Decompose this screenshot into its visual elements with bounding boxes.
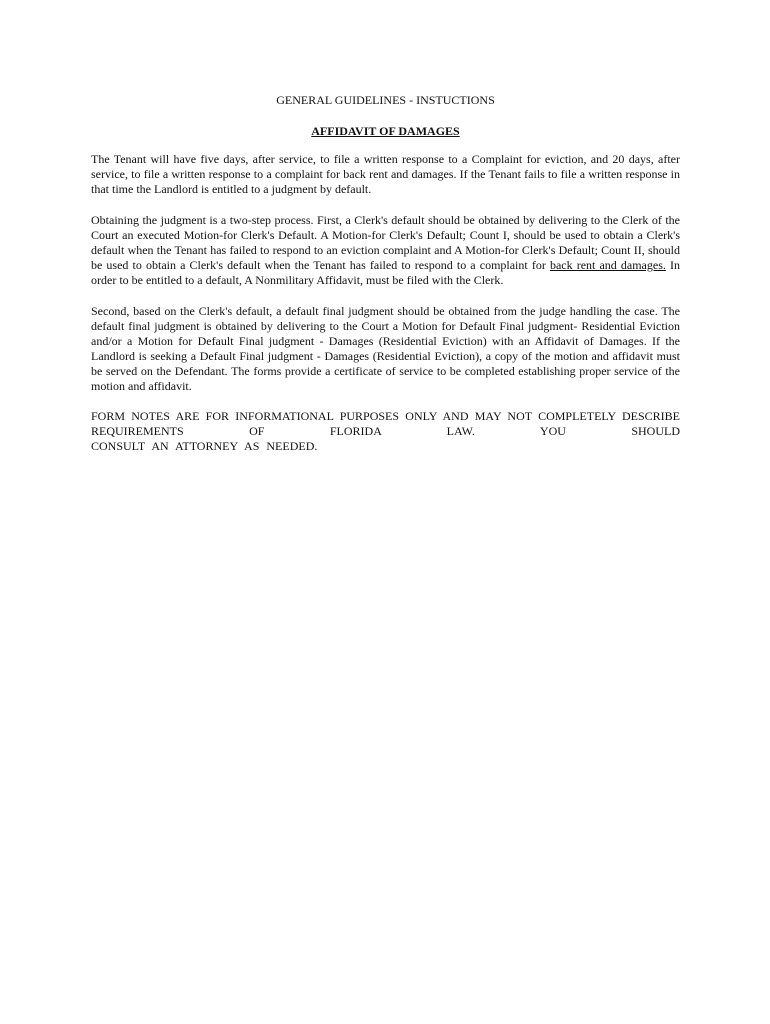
paragraph-clerks-default — [91, 213, 680, 288]
document-subtitle: AFFIDAVIT OF DAMAGES — [311, 124, 460, 138]
form-notes-disclaimer: FORM NOTES ARE FOR INFORMATIONAL PURPOSES ONLY AND MAY NOT COMPLETELY DESCRIBE REQUIREMENTS OF FLORIDA LAW. YOU SHOULD — [91, 409, 680, 438]
document-page — [91, 93, 680, 454]
paragraph-clerks-default-tail: In order to be entitled to a default, A Nonmilitary Affidavit, must be filed with the Clerk. — [91, 258, 680, 287]
underlined-back-rent-and-damages: back rent and damages. — [549, 258, 666, 272]
paragraph-response-deadlines: The Tenant will have five days, after service, to file a written response to a Complaint for eviction, and 20 days, after service, to file a written response to a complaint for back rent and damages. If the Tenant fails to file a written response in that time the Landlord is entitled to a judgment by default. — [91, 152, 680, 196]
paragraph-clerks-default-text: Obtaining the judgment is a two-step process. First, a Clerk's default should be obtained by delivering to the Clerk of the Court an executed Motion-for Clerk's Default. A Motion-for Clerk's Default; Count I, should be used to obtain a Clerk's default when the Tenant has failed to respond to an eviction complaint and A Motion-for Clerk's Default; Count II, should be used to obtain a Clerk's default when the Tenant has failed to respond to a complaint for — [91, 213, 680, 272]
paragraph-default-final-judgment: Second, based on the Clerk's default, a default final judgment should be obtained from the judge handling the case. The default final judgment is obtained by delivering to the Court a Motion for Default Final judgment- Residential Eviction and/or a Motion for Default Final judgment - Damages (Residential Eviction) with an Affidavit of Damages. If the Landlord is seeking a Default Final judgment - Damages (Residential Eviction), a copy of the motion and affidavit must be served on the Defendant. The forms provide a certificate of service to be completed establishing proper service of the motion and affidavit. — [91, 304, 680, 393]
document-title: GENERAL GUIDELINES - INSTUCTIONS — [276, 93, 495, 107]
form-notes-disclaimer-end: CONSULT AN ATTORNEY AS NEEDED. — [91, 439, 318, 453]
